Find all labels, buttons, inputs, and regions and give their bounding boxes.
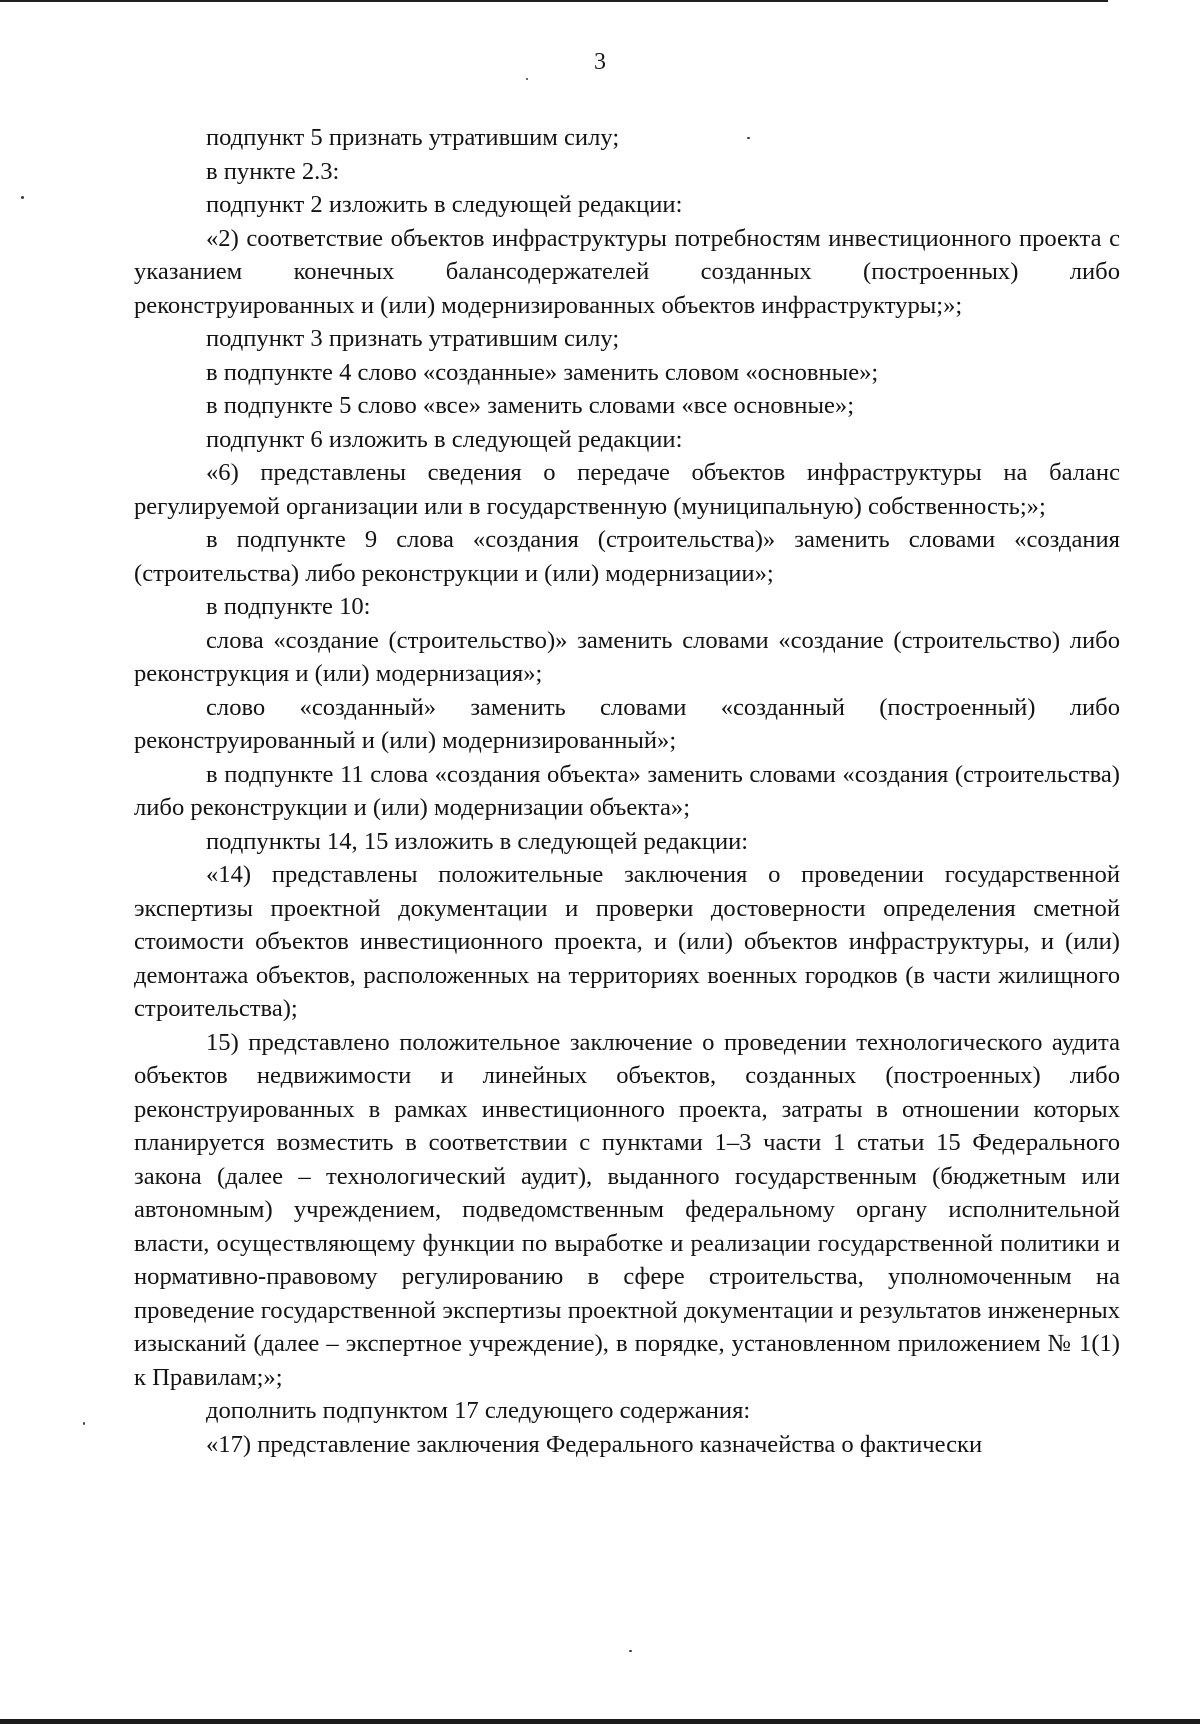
paragraph: 15) представлено положительное заключение о проведении технологического аудита объектов недвижимости и линейных объектов, созданных (построенных) либо реконструированных в рамках инвестиционного проекта, затраты в отношении которых планируется возместить в соответствии с пунктами 1–3 части 1 статьи 15 Федерального закона (далее – технологический аудит), выданного государственным (бюджетным или автономным) учреждением, подведомственным федеральному органу исполнительной власти, осуществляющему функции по выработке и реализации государственной политики и нормативно-правовому регулированию в сфере строительства, уполномоченным на проведение государственной экспертизы проектной документации и результатов инженерных изысканий (далее – экспертное учреждение), в порядке, установленном приложением № 1(1) к Правилам;»; [134, 1028, 1120, 1391]
page-number: 3 [594, 49, 606, 75]
paragraph: «6) представлены сведения о передаче объектов инфраструктуры на баланс регулируемой организации или в государственную (муниципальную) собственность;»; [134, 459, 1120, 520]
paragraph: в подпункте 11 слова «создания объекта» заменить словами «создания (строительства) либо реконструкции и (или) модернизации объекта»; [134, 760, 1120, 821]
paragraph: в подпункте 10: [206, 593, 371, 620]
scan-bottom-edge [0, 1719, 1200, 1724]
paragraph: слово «созданный» заменить словами «созданный (построенный) либо реконструированный и (или) модернизированный»; [134, 693, 1120, 754]
paragraph: «14) представлены положительные заключения о проведении государственной экспертизы проектной документации и проверки достоверности определения сметной стоимости объектов инвестиционного проекта, и (или) объектов инфраструктуры, и (или) демонтажа объектов, расположенных на территориях военных городков (в части жилищного строительства); [134, 861, 1120, 1022]
paragraph: в подпункте 5 слово «все» заменить словами «все основные»; [206, 392, 855, 419]
scan-speck [526, 78, 528, 80]
paragraph: подпункт 6 изложить в следующей редакции: [206, 425, 683, 453]
paragraph: подпункты 14, 15 изложить в следующей редакции: [206, 827, 749, 855]
scan-speck [629, 1650, 632, 1652]
scan-speck [21, 196, 24, 199]
scan-top-edge [0, 0, 1108, 2]
scan-speck [747, 137, 750, 139]
paragraph: подпункт 2 изложить в следующей редакции: [206, 191, 683, 218]
document-body [134, 121, 1120, 1461]
paragraph: «17) представление заключения Федерального казначейства о фактически [206, 1430, 983, 1458]
paragraph: подпункт 5 признать утратившим силу; [206, 124, 620, 151]
paragraph: слова «создание (строительство)» заменить словами «создание (строительство) либо реконструкция и (или) модернизация»; [134, 626, 1120, 687]
paragraph: в подпункте 4 слово «созданные» заменить словом «основные»; [206, 358, 879, 386]
scan-speck [83, 1422, 85, 1425]
paragraph: в пункте 2.3: [206, 157, 340, 185]
paragraph: «2) соответствие объектов инфраструктуры потребностям инвестиционного проекта с указанием конечных балансодержателей созданных (построенных) либо реконструированных и (или) модернизированных объектов инфраструктуры;»; [134, 224, 1120, 319]
paragraph: в подпункте 9 слова «создания (строительства)» заменить словами «создания (строительства) либо реконструкции и (или) модернизации»; [134, 526, 1120, 587]
paragraph: подпункт 3 признать утратившим силу; [206, 325, 620, 352]
paragraph: дополнить подпунктом 17 следующего содержания: [206, 1397, 751, 1424]
